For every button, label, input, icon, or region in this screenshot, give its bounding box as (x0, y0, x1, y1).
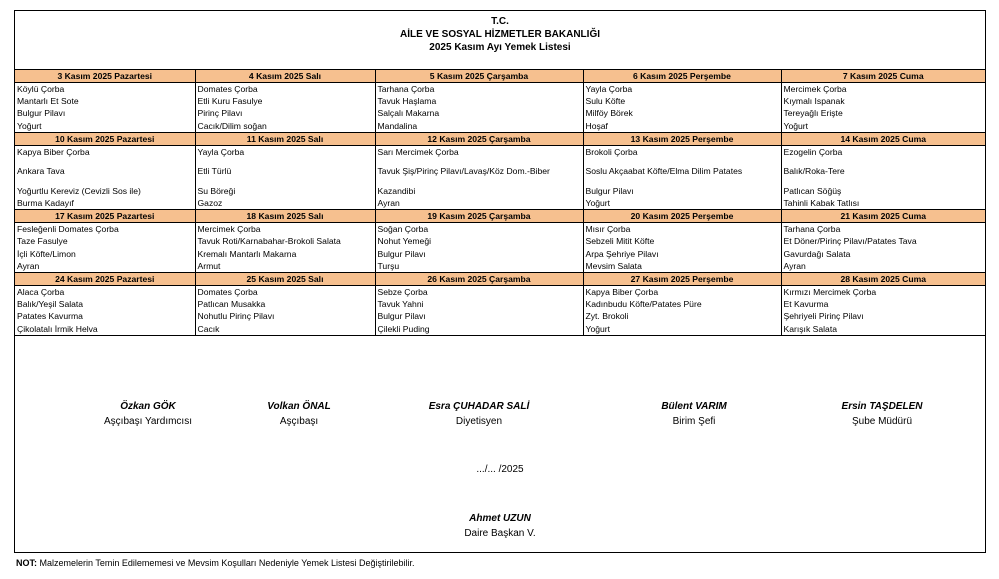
menu-item: Salçalı Makarna (375, 107, 583, 119)
day-header: 6 Kasım 2025 Perşembe (583, 70, 781, 83)
menu-item: Patlıcan Söğüş (781, 185, 985, 197)
signatory-name: Özkan GÖK (120, 401, 176, 412)
day-header: 17 Kasım 2025 Pazartesi (15, 210, 195, 223)
day-header: 27 Kasım 2025 Perşembe (583, 272, 781, 285)
day-header: 21 Kasım 2025 Cuma (781, 210, 985, 223)
day-header: 14 Kasım 2025 Cuma (781, 132, 985, 145)
footnote (16, 558, 414, 568)
day-header: 10 Kasım 2025 Pazartesi (15, 132, 195, 145)
day-header: 26 Kasım 2025 Çarşamba (375, 272, 583, 285)
menu-item: Ezogelin Çorba (781, 145, 985, 158)
menu-item: Tavuk Yahni (375, 298, 583, 310)
signatory-name: Volkan ÖNAL (267, 401, 331, 412)
menu-item: Yoğurt (15, 120, 195, 133)
menu-item: Gavurdağı Salata (781, 248, 985, 260)
menu-item: Bulgur Pilavı (375, 310, 583, 322)
menu-item: Bulgur Pilavı (15, 107, 195, 119)
menu-item: Mercimek Çorba (781, 83, 985, 96)
signatory-name: Esra ÇUHADAR SALİ (428, 401, 530, 412)
menu-item: Yayla Çorba (195, 145, 375, 158)
menu-item: Sebze Çorba (375, 285, 583, 298)
signatory-title: Şube Müdürü (851, 416, 913, 427)
header-line-tc: T.C. (491, 16, 509, 27)
menu-item: Nohutlu Pirinç Pilavı (195, 310, 375, 322)
day-header-row (15, 210, 985, 223)
menu-row (15, 248, 985, 260)
menu-item: Brokoli Çorba (583, 145, 781, 158)
menu-item: Patates Kavurma (15, 310, 195, 322)
menu-item: Mantarlı Et Sote (15, 95, 195, 107)
header-line-title: 2025 Kasım Ayı Yemek Listesi (429, 42, 571, 53)
menu-row (15, 95, 985, 107)
day-header-row (15, 272, 985, 285)
menu-item: Hoşaf (583, 120, 781, 133)
menu-item: Ayran (15, 260, 195, 273)
menu-item: Kıymalı Ispanak (781, 95, 985, 107)
menu-item: Fesleğenli Domates Çorba (15, 223, 195, 236)
day-header: 25 Kasım 2025 Salı (195, 272, 375, 285)
footnote-text: Malzemelerin Temin Edilememesi ve Mevsim Koşulları Nedeniyle Yemek Listesi Değiştirilebilir. (37, 558, 415, 568)
day-header: 11 Kasım 2025 Salı (195, 132, 375, 145)
approver-name: Ahmet UZUN (469, 513, 531, 524)
menu-item: Çikolatalı İrmik Helva (15, 322, 195, 335)
day-header: 13 Kasım 2025 Perşembe (583, 132, 781, 145)
day-header-row (15, 70, 985, 83)
menu-item: Mısır Çorba (583, 223, 781, 236)
menu-item: Köylü Çorba (15, 83, 195, 96)
day-header: 4 Kasım 2025 Salı (195, 70, 375, 83)
menu-item: Yoğurt (583, 197, 781, 210)
menu-table (15, 69, 985, 336)
menu-item: Yoğurt (781, 120, 985, 133)
menu-row (15, 322, 985, 335)
day-header: 28 Kasım 2025 Cuma (781, 272, 985, 285)
menu-document (14, 10, 986, 553)
signature-block (599, 399, 789, 429)
menu-item: Milföy Börek (583, 107, 781, 119)
menu-item: Sulu Köfte (583, 95, 781, 107)
signature-block (787, 399, 977, 429)
menu-item: Soslu Akçaabat Köfte/Elma Dilim Patates (583, 158, 781, 185)
menu-item: Tavuk Şiş/Pirinç Pilavı/Lavaş/Köz Dom.-Biber (375, 158, 583, 185)
menu-item: Turşu (375, 260, 583, 273)
menu-item: Et Döner/Pirinç Pilavı/Patates Tava (781, 235, 985, 247)
day-header: 3 Kasım 2025 Pazartesi (15, 70, 195, 83)
menu-item: Cacık (195, 322, 375, 335)
menu-item: Şehriyeli Pirinç Pilavı (781, 310, 985, 322)
menu-item: Kırmızı Mercimek Çorba (781, 285, 985, 298)
menu-item: Yoğurtlu Kereviz (Cevizli Sos ile) (15, 185, 195, 197)
menu-item: Nohut Yemeği (375, 235, 583, 247)
menu-item: Bulgur Pilavı (375, 248, 583, 260)
signatory-title: Birim Şefi (672, 416, 716, 427)
signature-block (204, 399, 394, 429)
menu-item: Arpa Şehriye Pilavı (583, 248, 781, 260)
menu-item: Çilekli Puding (375, 322, 583, 335)
menu-item: Gazoz (195, 197, 375, 210)
menu-row (15, 145, 985, 158)
menu-item: Taze Fasulye (15, 235, 195, 247)
menu-item: Sebzeli Mitit Köfte (583, 235, 781, 247)
menu-item: Mandalina (375, 120, 583, 133)
menu-item: Tavuk Haşlama (375, 95, 583, 107)
day-header: 20 Kasım 2025 Perşembe (583, 210, 781, 223)
day-header: 12 Kasım 2025 Çarşamba (375, 132, 583, 145)
menu-item: Armut (195, 260, 375, 273)
menu-row (15, 107, 985, 119)
menu-item: Tavuk Roti/Karnabahar-Brokoli Salata (195, 235, 375, 247)
menu-item: Mevsim Salata (583, 260, 781, 273)
menu-item: Kadınbudu Köfte/Patates Püre (583, 298, 781, 310)
menu-item: Tereyağlı Erişte (781, 107, 985, 119)
day-header-row (15, 132, 985, 145)
signatory-name: Ersin TAŞDELEN (841, 401, 923, 412)
signature-block (384, 399, 574, 429)
menu-row (15, 310, 985, 322)
menu-item: Zyt. Brokoli (583, 310, 781, 322)
menu-item: Mercimek Çorba (195, 223, 375, 236)
header-line-ministry: AİLE VE SOSYAL HİZMETLER BAKANLIĞI (399, 29, 601, 40)
signatory-name: Bülent VARIM (661, 401, 727, 412)
menu-item: Kapya Biber Çorba (583, 285, 781, 298)
menu-grid (15, 69, 985, 336)
day-header: 5 Kasım 2025 Çarşamba (375, 70, 583, 83)
menu-item: Ayran (375, 197, 583, 210)
menu-item: Kremalı Mantarlı Makarna (195, 248, 375, 260)
signatory-title: Aşçıbaşı (279, 416, 319, 427)
menu-row (15, 285, 985, 298)
menu-row (15, 185, 985, 197)
menu-item: Ayran (781, 260, 985, 273)
menu-item: Soğan Çorba (375, 223, 583, 236)
menu-item: Pirinç Pilavı (195, 107, 375, 119)
approver-block (405, 511, 595, 541)
menu-item: Karışık Salata (781, 322, 985, 335)
signatory-title: Diyetisyen (455, 416, 503, 427)
menu-item: Kapya Biber Çorba (15, 145, 195, 158)
menu-row (15, 260, 985, 273)
menu-item: Su Böreği (195, 185, 375, 197)
menu-row (15, 298, 985, 310)
menu-item: Bulgur Pilavı (583, 185, 781, 197)
day-header: 18 Kasım 2025 Salı (195, 210, 375, 223)
menu-item: İçli Köfte/Limon (15, 248, 195, 260)
approval-date: .../... /2025 (476, 464, 524, 475)
menu-row (15, 197, 985, 210)
day-header: 19 Kasım 2025 Çarşamba (375, 210, 583, 223)
menu-item: Balık/Yeşil Salata (15, 298, 195, 310)
menu-item: Etli Türlü (195, 158, 375, 185)
menu-item: Tahinli Kabak Tatlısı (781, 197, 985, 210)
document-header (15, 11, 985, 54)
menu-item: Yayla Çorba (583, 83, 781, 96)
signatory-title: Aşçıbaşı Yardımcısı (104, 416, 192, 427)
day-header: 7 Kasım 2025 Cuma (781, 70, 985, 83)
menu-item: Patlıcan Musakka (195, 298, 375, 310)
menu-row (15, 235, 985, 247)
menu-item: Sarı Mercimek Çorba (375, 145, 583, 158)
menu-item: Cacık/Dilim soğan (195, 120, 375, 133)
menu-item: Et Kavurma (781, 298, 985, 310)
menu-item: Kazandibi (375, 185, 583, 197)
approver-title: Daire Başkan V. (464, 528, 536, 539)
menu-item: Tarhana Çorba (375, 83, 583, 96)
menu-item: Etli Kuru Fasulye (195, 95, 375, 107)
footnote-label: NOT: (16, 558, 37, 568)
menu-item: Ankara Tava (15, 158, 195, 185)
menu-item: Burma Kadayıf (15, 197, 195, 210)
menu-item: Balık/Roka-Tere (781, 158, 985, 185)
menu-item: Domates Çorba (195, 83, 375, 96)
menu-item: Yoğurt (583, 322, 781, 335)
day-header: 24 Kasım 2025 Pazartesi (15, 272, 195, 285)
menu-item: Domates Çorba (195, 285, 375, 298)
menu-row (15, 158, 985, 185)
menu-row (15, 120, 985, 133)
menu-row (15, 223, 985, 236)
menu-row (15, 83, 985, 96)
menu-item: Alaca Çorba (15, 285, 195, 298)
menu-item: Tarhana Çorba (781, 223, 985, 236)
